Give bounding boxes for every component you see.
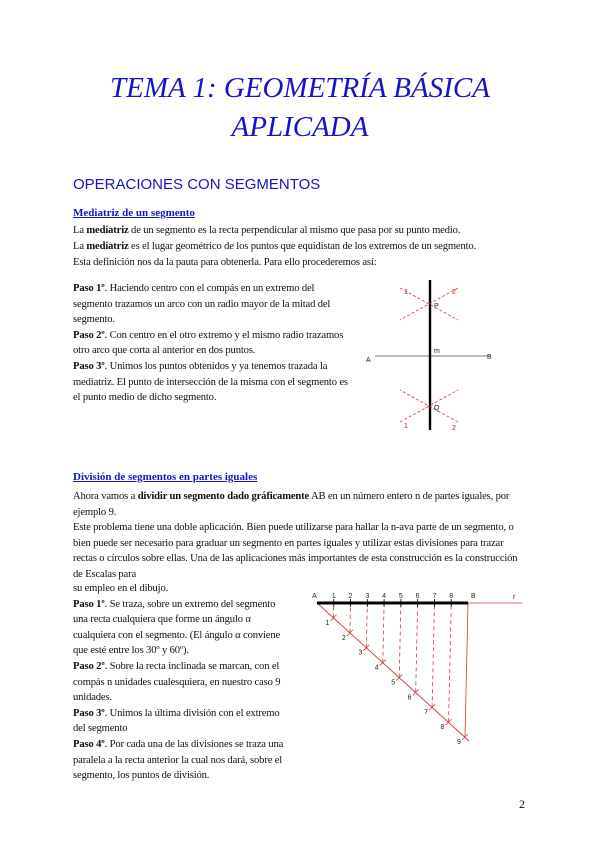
section-title: OPERACIONES CON SEGMENTOS — [73, 176, 321, 193]
diagonal-tick-label: 4 — [374, 664, 379, 672]
parallel-line — [432, 603, 434, 707]
label-b: B — [487, 354, 492, 361]
diagonal-tick-label: 1 — [325, 619, 330, 627]
label-p: P — [434, 303, 439, 310]
segment-tick-label: 2 — [348, 593, 353, 600]
segment-tick-label: 3 — [365, 593, 370, 600]
label-arc-2: 2 — [452, 289, 456, 296]
diagonal-tick-label: 3 — [358, 649, 363, 657]
segment-tick-label: 4 — [382, 593, 387, 600]
segment-tick-label: 5 — [398, 593, 403, 600]
diagonal-tick-label: 8 — [440, 724, 445, 732]
mediatriz-intro-2: La mediatriz es el lugar geométrico de los puntos que equidistan de los extremos de un segmento. — [73, 241, 477, 252]
segment-tick-label: 7 — [432, 593, 437, 600]
diagonal-tick-label: 2 — [341, 634, 346, 642]
page-number: 2 — [519, 797, 525, 811]
diagonal-tick-label: 9 — [457, 739, 461, 746]
mediatriz-figure — [360, 272, 510, 437]
label-r: r — [513, 594, 516, 601]
division-figure — [300, 585, 530, 750]
division-heading: División de segmentos en partes iguales — [73, 471, 258, 483]
parallel-line — [383, 603, 384, 663]
segment-tick-label: 8 — [449, 593, 454, 600]
label-arc-2b: 2 — [452, 425, 456, 432]
mediatriz-intro-3: Esta definición nos da la pauta para obtenerla. Para ello procederemos así: — [73, 257, 377, 268]
parallel-line — [350, 603, 351, 633]
diagonal-tick-label: 6 — [407, 694, 412, 702]
mediatriz-intro-1: La mediatriz de un segmento es la recta perpendicular al mismo que pasa por su punto medio. — [73, 225, 461, 236]
page-title-line-2: APLICADA — [231, 111, 369, 143]
diagonal-tick-label: 5 — [391, 679, 396, 687]
page-title-line-1: TEMA 1: GEOMETRÍA BÁSICA — [110, 72, 490, 104]
parallel-line — [449, 603, 452, 722]
label-a: A — [366, 357, 371, 364]
segment-tick-label: 6 — [415, 593, 420, 600]
label-q: Q — [434, 405, 440, 412]
diagonal-line — [317, 603, 469, 741]
division-steps: su empleo en el dibujo. Paso 1º. Se traza, sobre un extremo del segmento una recta cualquiera que forme un ángulo α cualquiera con el segmento. (El ángulo α conviene que esté entre los 30º y 60º). Paso 2º. Sobre la recta inclinada se marcan, con el compás n unidades cualesquiera, en nuestro caso 9 unidades. Paso 3º. Unimos la última división con el extremo del segmento Paso 4º. Por cada una de las divisiones se traza una paralela a la recta anterior la cual nos dará, sobre el segmento, los puntos de división. — [73, 583, 284, 782]
parallel-line — [416, 603, 418, 692]
parallel-line — [399, 603, 401, 677]
label-m: m — [434, 348, 440, 355]
division-paragraph: Este problema tiene una doble aplicación. Bien puede utilizarse para hallar la n-ava parte de un segmento, o bien puede ser necesario para graduar un segmento en partes iguales y utilizar estas divisiones para trazar rectas o círculos sobre ellas. Una de las aplicaciones más importantes de esta construcción es la construcción de Escalas para — [73, 522, 518, 580]
label-arc-1: 1 — [404, 289, 408, 296]
parallel-line — [465, 603, 468, 737]
mediatriz-heading: Mediatriz de un segmento — [73, 207, 195, 219]
parallel-line — [366, 603, 367, 648]
division-intro: Ahora vamos a dividir un segmento dado gráficamente AB en un número entero n de partes iguales, por ejemplo 9. — [73, 491, 510, 518]
label-a: A — [312, 593, 317, 600]
label-arc-1b: 1 — [404, 423, 408, 430]
segment-tick-label: 1 — [331, 593, 336, 600]
mediatriz-steps: Paso 1º. Haciendo centro con el compás en un extremo del segmento trazamos un arco con un radio mayor de la mitad del segmento. Paso 2º. Con centro en el otro extremo y el mismo radio trazamos otro arco que corta al anterior en dos puntos. Paso 3º. Unimos los puntos obtenidos y ya tenemos trazada la mediatriz. El punto de intersección de la misma con el segmento es el punto medio de dicho segmento. — [73, 283, 348, 404]
diagonal-tick-label: 7 — [424, 709, 429, 717]
label-b: B — [471, 593, 476, 600]
